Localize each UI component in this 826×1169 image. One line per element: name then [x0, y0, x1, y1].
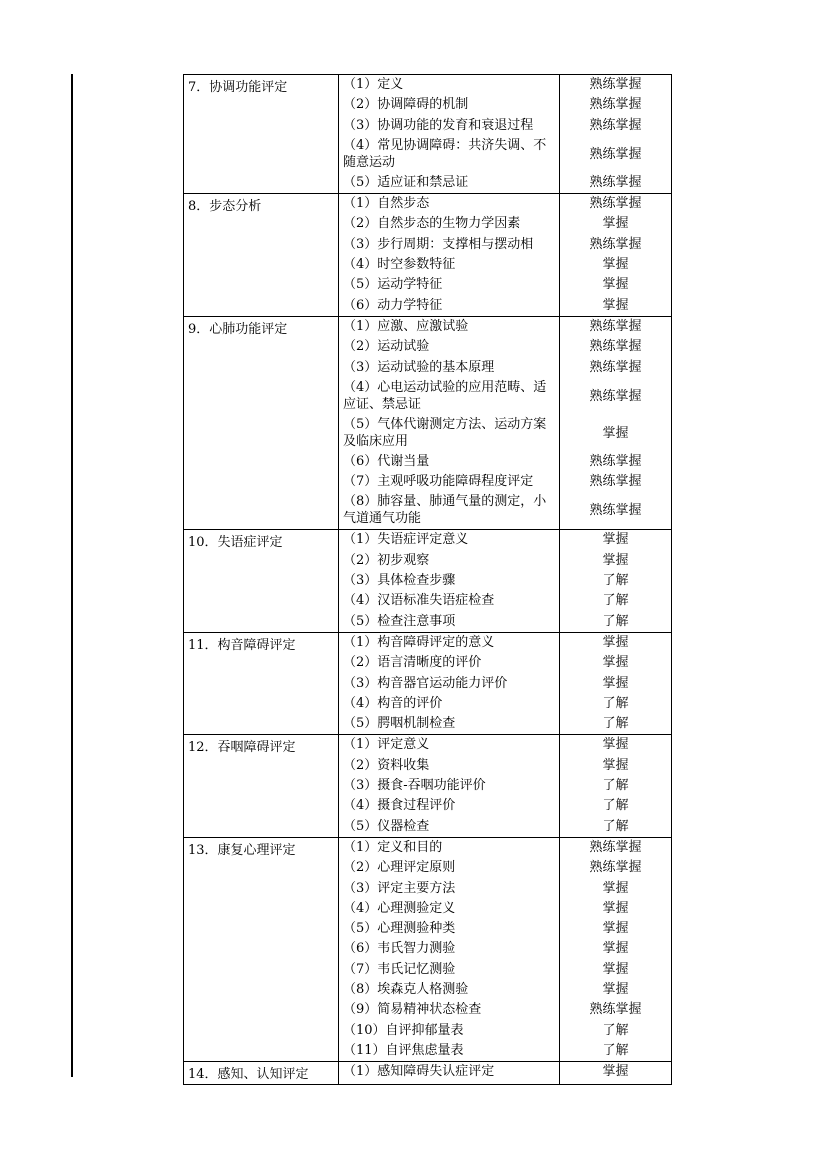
- mastery-level: 熟练掌握: [589, 236, 642, 252]
- topic-item: （7）主观呼吸功能障碍程度评定: [343, 474, 534, 490]
- mastery-level: 熟练掌握: [589, 318, 642, 334]
- mastery-level: 熟练掌握: [589, 474, 642, 490]
- mastery-level: 掌握: [602, 921, 629, 937]
- topic-item: （6）韦氏智力测验: [343, 941, 456, 957]
- section-title-cell: [184, 735, 339, 837]
- section-row: [184, 530, 672, 632]
- topic-item: （2）初步观察: [343, 552, 430, 568]
- mastery-level: 掌握: [602, 552, 629, 568]
- mastery-level: 熟练掌握: [589, 339, 642, 355]
- topic-item: （2）资料收集: [343, 757, 430, 773]
- topic-cell: [339, 632, 560, 734]
- mastery-level: 掌握: [602, 880, 629, 896]
- level-cell: [560, 194, 672, 317]
- topic-item: （4）心理测验定义: [343, 900, 456, 916]
- mastery-level: 掌握: [602, 216, 629, 232]
- mastery-level: 熟练掌握: [589, 860, 642, 876]
- topic-item: （5）检查注意事项: [343, 613, 456, 629]
- topic-item: （4）时空参数特征: [343, 257, 456, 273]
- mastery-level: 了解: [602, 1042, 629, 1058]
- mastery-level: 了解: [602, 818, 629, 834]
- level-cell: [560, 316, 672, 529]
- section-title-cell: [184, 1062, 339, 1085]
- section-title: 10．失语症评定: [188, 535, 283, 551]
- mastery-level: 熟练掌握: [589, 503, 642, 519]
- mastery-level: 掌握: [602, 655, 629, 671]
- topic-item: （2）运动试验: [343, 339, 430, 355]
- topic-item: （2）协调障碍的机制: [343, 97, 469, 113]
- topic-item: （1）失语症评定意义: [343, 532, 469, 548]
- mastery-level: 掌握: [602, 634, 629, 650]
- mastery-level: 掌握: [602, 981, 629, 997]
- topic-item: （11）自评焦虑量表: [343, 1042, 464, 1058]
- level-cell: [560, 1062, 672, 1085]
- topic-item: （1）定义: [343, 77, 404, 92]
- section-row: [184, 194, 672, 317]
- section-row: [184, 316, 672, 529]
- level-cell: [560, 632, 672, 734]
- topic-item: （4）常见协调障碍：共济失调、不随意运动: [343, 137, 547, 170]
- section-row: [184, 837, 672, 1061]
- mastery-level: 掌握: [602, 900, 629, 916]
- topic-item: （3）具体检查步骤: [343, 573, 456, 589]
- mastery-level: 了解: [602, 778, 629, 794]
- mastery-level: 掌握: [602, 297, 629, 313]
- topic-item: （1）自然步态: [343, 196, 430, 212]
- mastery-level: 熟练掌握: [589, 839, 642, 855]
- mastery-level: 熟练掌握: [589, 77, 642, 92]
- mastery-level: 了解: [602, 593, 629, 609]
- mastery-level: 熟练掌握: [589, 146, 642, 162]
- topic-item: （9）简易精神状态检查: [343, 1002, 482, 1018]
- topic-cell: [339, 1062, 560, 1085]
- mastery-level: 掌握: [602, 425, 629, 441]
- mastery-level: 了解: [602, 716, 629, 732]
- mastery-level: 掌握: [602, 675, 629, 691]
- topic-item: （1）应激、应激试验: [343, 318, 469, 334]
- mastery-level: 熟练掌握: [589, 1002, 642, 1018]
- mastery-level: 了解: [602, 695, 629, 711]
- mastery-level: 熟练掌握: [589, 388, 642, 404]
- topic-item: （2）自然步态的生物力学因素: [343, 216, 521, 232]
- topic-cell: [339, 316, 560, 529]
- section-title: 14．感知、认知评定: [188, 1067, 309, 1083]
- section-title: 9．心肺功能评定: [188, 321, 288, 337]
- mastery-level: 掌握: [602, 532, 629, 548]
- topic-item: （1）构音障碍评定的意义: [343, 634, 495, 650]
- level-cell: [560, 530, 672, 632]
- mastery-level: 熟练掌握: [589, 196, 642, 212]
- section-title-cell: [184, 316, 339, 529]
- section-title: 12．吞咽障碍评定: [188, 740, 296, 756]
- topic-item: （8）埃森克人格测验: [343, 981, 469, 997]
- section-row: [184, 1062, 672, 1085]
- mastery-level: 掌握: [602, 1064, 629, 1080]
- topic-item: （3）摄食-吞咽功能评价: [343, 778, 486, 794]
- topic-item: （5）心理测验种类: [343, 921, 456, 937]
- topic-item: （4）汉语标准失语症检查: [343, 593, 495, 609]
- mastery-level: 掌握: [602, 941, 629, 957]
- topic-cell: [339, 530, 560, 632]
- topic-cell: [339, 75, 560, 194]
- topic-item: （2）语言清晰度的评价: [343, 655, 482, 671]
- section-title-cell: [184, 837, 339, 1061]
- topic-cell: [339, 194, 560, 317]
- mastery-level: 熟练掌握: [589, 174, 642, 190]
- level-cell: [560, 75, 672, 194]
- syllabus-table: [183, 74, 672, 1085]
- topic-item: （10）自评抑郁量表: [343, 1022, 464, 1038]
- mastery-level: 掌握: [602, 737, 629, 753]
- topic-item: （2）心理评定原则: [343, 860, 456, 876]
- topic-item: （3）评定主要方法: [343, 880, 456, 896]
- level-cell: [560, 837, 672, 1061]
- mastery-level: 了解: [602, 1022, 629, 1038]
- topic-item: （4）构音的评价: [343, 695, 443, 711]
- topic-item: （6）动力学特征: [343, 297, 443, 313]
- topic-item: （7）韦氏记忆测验: [343, 961, 456, 977]
- mastery-level: 了解: [602, 798, 629, 814]
- section-title-cell: [184, 530, 339, 632]
- topic-item: （6）代谢当量: [343, 453, 430, 469]
- topic-item: （4）摄食过程评价: [343, 798, 456, 814]
- topic-item: （1）感知障碍失认症评定: [343, 1064, 495, 1080]
- mastery-level: 掌握: [602, 961, 629, 977]
- syllabus-table-body: [184, 75, 672, 1085]
- mastery-level: 熟练掌握: [589, 453, 642, 469]
- section-title: 8．步态分析: [188, 199, 262, 215]
- topic-item: （3）运动试验的基本原理: [343, 359, 495, 375]
- topic-item: （1）评定意义: [343, 737, 430, 753]
- level-cell: [560, 735, 672, 837]
- section-row: [184, 75, 672, 194]
- mastery-level: 掌握: [602, 257, 629, 273]
- topic-item: （5）运动学特征: [343, 277, 443, 293]
- section-title: 13．康复心理评定: [188, 842, 296, 858]
- topic-item: （1）定义和目的: [343, 839, 443, 855]
- topic-cell: [339, 837, 560, 1061]
- left-margin-rule: [71, 74, 73, 1077]
- topic-item: （3）协调功能的发育和衰退过程: [343, 117, 534, 133]
- section-title: 7．协调功能评定: [188, 80, 288, 95]
- section-row: [184, 632, 672, 734]
- topic-cell: [339, 735, 560, 837]
- topic-item: （3）步行周期：支撑相与摆动相: [343, 236, 534, 252]
- topic-item: （5）适应证和禁忌证: [343, 174, 469, 190]
- topic-item: （4）心电运动试验的应用范畴、适应证、禁忌证: [343, 379, 547, 412]
- mastery-level: 了解: [602, 573, 629, 589]
- topic-item: （5）腭咽机制检查: [343, 716, 456, 732]
- topic-item: （5）气体代谢测定方法、运动方案及临床应用: [343, 416, 547, 449]
- topic-item: （8）肺容量、肺通气量的测定，小气道通气功能: [343, 494, 547, 527]
- mastery-level: 掌握: [602, 277, 629, 293]
- mastery-level: 掌握: [602, 757, 629, 773]
- mastery-level: 熟练掌握: [589, 97, 642, 113]
- topic-item: （3）构音器官运动能力评价: [343, 675, 508, 691]
- section-row: [184, 735, 672, 837]
- mastery-level: 熟练掌握: [589, 117, 642, 133]
- section-title-cell: [184, 632, 339, 734]
- section-title-cell: [184, 194, 339, 317]
- mastery-level: 了解: [602, 613, 629, 629]
- section-title-cell: [184, 75, 339, 194]
- topic-item: （5）仪器检查: [343, 818, 430, 834]
- mastery-level: 熟练掌握: [589, 359, 642, 375]
- section-title: 11．构音障碍评定: [188, 637, 296, 653]
